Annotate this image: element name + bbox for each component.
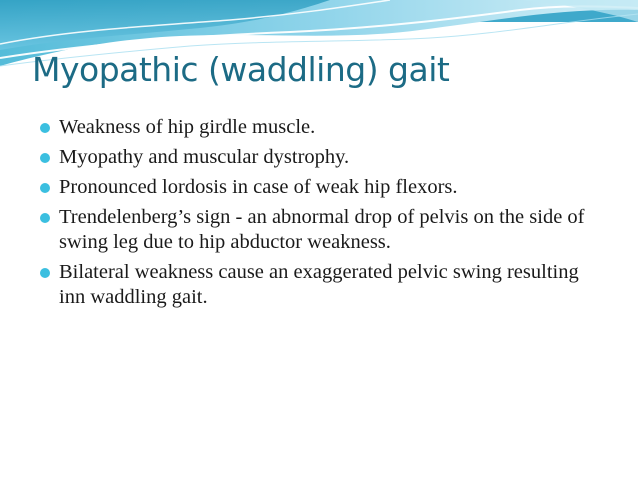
bullet-text: Trendelenberg’s sign - an abnormal drop of pelvis on the side of swing leg due to hip abductor weakness. (59, 206, 585, 253)
bullet-list (40, 115, 600, 315)
bullet-text: Bilateral weakness cause an exaggerated pelvic swing resulting inn waddling gait. (59, 261, 579, 308)
bullet-text: Myopathy and muscular dystrophy. (59, 146, 350, 168)
bullet-item (40, 145, 600, 170)
bullet-dot-icon (40, 183, 50, 193)
bullet-dot-icon (40, 123, 50, 133)
bullet-text: Weakness of hip girdle muscle. (59, 116, 316, 138)
bullet-dot-icon (40, 153, 50, 163)
bullet-dot-icon (40, 268, 50, 278)
bullet-dot-icon (40, 213, 50, 223)
bullet-item (40, 260, 600, 310)
bullet-item (40, 175, 600, 200)
bullet-item (40, 205, 600, 255)
bullet-text: Pronounced lordosis in case of weak hip flexors. (59, 176, 458, 198)
bullet-item (40, 115, 600, 140)
slide-title: Myopathic (waddling) gait (32, 50, 450, 89)
